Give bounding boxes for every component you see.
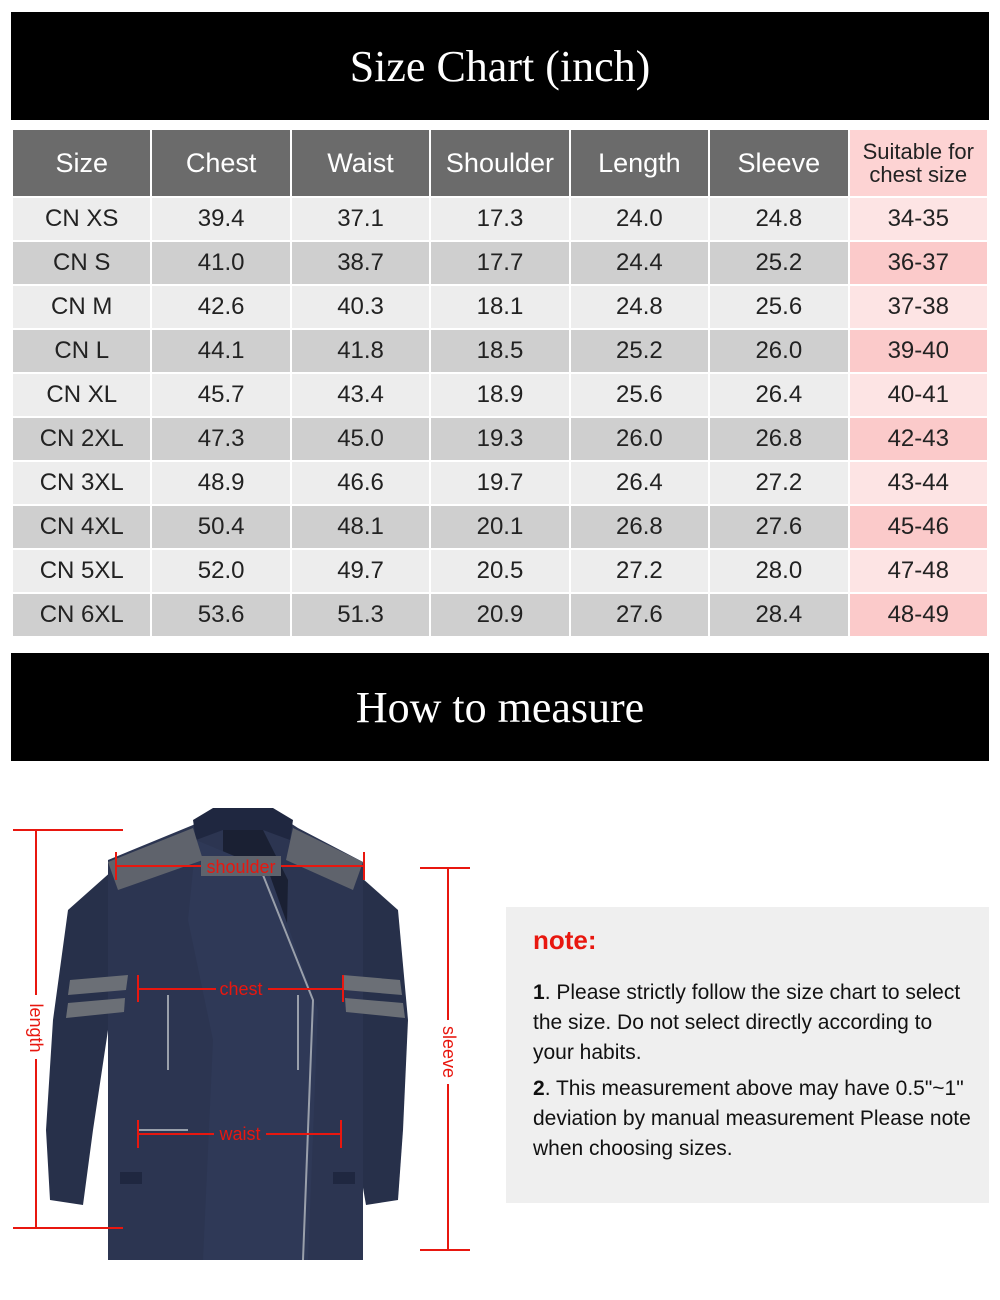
cell-waist: 45.0 [292,418,429,460]
cell-suitable: 34-35 [850,198,987,240]
cell-waist: 43.4 [292,374,429,416]
note-item-1 [533,978,977,1068]
cell-shoulder: 18.1 [431,286,568,328]
cell-size: CN 2XL [13,418,150,460]
cell-sleeve: 26.0 [710,330,847,372]
cell-size: CN 4XL [13,506,150,548]
cell-size: CN XL [13,374,150,416]
cell-sleeve: 27.6 [710,506,847,548]
cell-shoulder: 17.7 [431,242,568,284]
table-header-row [13,130,987,196]
cell-length: 27.6 [571,594,708,636]
cell-suitable: 40-41 [850,374,987,416]
table-row [13,374,987,416]
cell-suitable: 37-38 [850,286,987,328]
cell-length: 25.2 [571,330,708,372]
cell-length: 26.4 [571,462,708,504]
cell-length: 25.6 [571,374,708,416]
cell-sleeve: 25.2 [710,242,847,284]
jacket-measurement-figure [8,800,488,1270]
size-chart-banner [11,12,989,120]
cell-suitable: 43-44 [850,462,987,504]
header-sleeve: Sleeve [710,130,847,196]
cell-chest: 42.6 [152,286,289,328]
cell-shoulder: 20.1 [431,506,568,548]
cell-waist: 41.8 [292,330,429,372]
cell-shoulder: 18.5 [431,330,568,372]
cell-chest: 41.0 [152,242,289,284]
cell-suitable: 45-46 [850,506,987,548]
cell-shoulder: 19.3 [431,418,568,460]
header-waist: Waist [292,130,429,196]
cell-sleeve: 27.2 [710,462,847,504]
cell-suitable: 36-37 [850,242,987,284]
table-row [13,242,987,284]
cell-chest: 48.9 [152,462,289,504]
cell-chest: 45.7 [152,374,289,416]
cell-waist: 38.7 [292,242,429,284]
header-size: Size [13,130,150,196]
cell-sleeve: 25.6 [710,286,847,328]
note-item-1-text: . Please strictly follow the size chart to select the size. Do not select directly according to your habits. [533,981,961,1064]
cell-size: CN 6XL [13,594,150,636]
cell-waist: 48.1 [292,506,429,548]
cell-shoulder: 20.9 [431,594,568,636]
size-chart-title: Size Chart (inch) [349,41,651,91]
cell-waist: 40.3 [292,286,429,328]
header-shoulder: Shoulder [431,130,568,196]
cell-sleeve: 24.8 [710,198,847,240]
cell-chest: 44.1 [152,330,289,372]
header-length: Length [571,130,708,196]
cell-size: CN XS [13,198,150,240]
waist-label: waist [219,1124,261,1144]
header-suitable-chest [850,130,987,196]
cell-waist: 49.7 [292,550,429,592]
cell-length: 24.4 [571,242,708,284]
cell-suitable: 42-43 [850,418,987,460]
cell-chest: 52.0 [152,550,289,592]
cell-waist: 37.1 [292,198,429,240]
cell-waist: 46.6 [292,462,429,504]
header-suitable-line1: Suitable for [862,139,974,164]
note-item-1-number: 1 [533,981,545,1004]
cell-shoulder: 18.9 [431,374,568,416]
cell-sleeve: 28.0 [710,550,847,592]
note-item-2-number: 2 [533,1077,545,1100]
table-row [13,462,987,504]
cell-length: 24.0 [571,198,708,240]
cell-waist: 51.3 [292,594,429,636]
cell-sleeve: 26.4 [710,374,847,416]
sleeve-label: sleeve [439,1025,459,1079]
cell-chest: 53.6 [152,594,289,636]
cell-sleeve: 26.8 [710,418,847,460]
cell-length: 26.0 [571,418,708,460]
table-row [13,286,987,328]
table-row [13,330,987,372]
cell-size: CN L [13,330,150,372]
table-row [13,506,987,548]
note-box [506,907,989,1203]
size-table [11,128,989,638]
cell-size: CN M [13,286,150,328]
cell-shoulder: 19.7 [431,462,568,504]
cell-chest: 39.4 [152,198,289,240]
cell-suitable: 39-40 [850,330,987,372]
cell-size: CN 5XL [13,550,150,592]
table-row [13,594,987,636]
cell-chest: 47.3 [152,418,289,460]
cell-suitable: 47-48 [850,550,987,592]
table-row [13,418,987,460]
how-to-measure-title: How to measure [355,682,645,732]
chest-label: chest [219,979,263,999]
cell-length: 26.8 [571,506,708,548]
cell-length: 24.8 [571,286,708,328]
note-item-2-text: . This measurement above may have 0.5"~1" deviation by manual measurement Please note when choosing sizes. [533,1077,971,1160]
note-item-2 [533,1074,977,1164]
how-to-measure-banner [11,653,989,761]
length-label: length [26,1003,46,1053]
cell-shoulder: 17.3 [431,198,568,240]
shoulder-label: shoulder [206,857,276,877]
cell-suitable: 48-49 [850,594,987,636]
cell-size: CN 3XL [13,462,150,504]
cell-size: CN S [13,242,150,284]
note-title: note: [533,925,597,955]
cell-shoulder: 20.5 [431,550,568,592]
table-row [13,550,987,592]
table-row [13,198,987,240]
cell-sleeve: 28.4 [710,594,847,636]
cell-chest: 50.4 [152,506,289,548]
header-chest: Chest [152,130,289,196]
cell-length: 27.2 [571,550,708,592]
header-suitable-line2: chest size [869,162,968,187]
